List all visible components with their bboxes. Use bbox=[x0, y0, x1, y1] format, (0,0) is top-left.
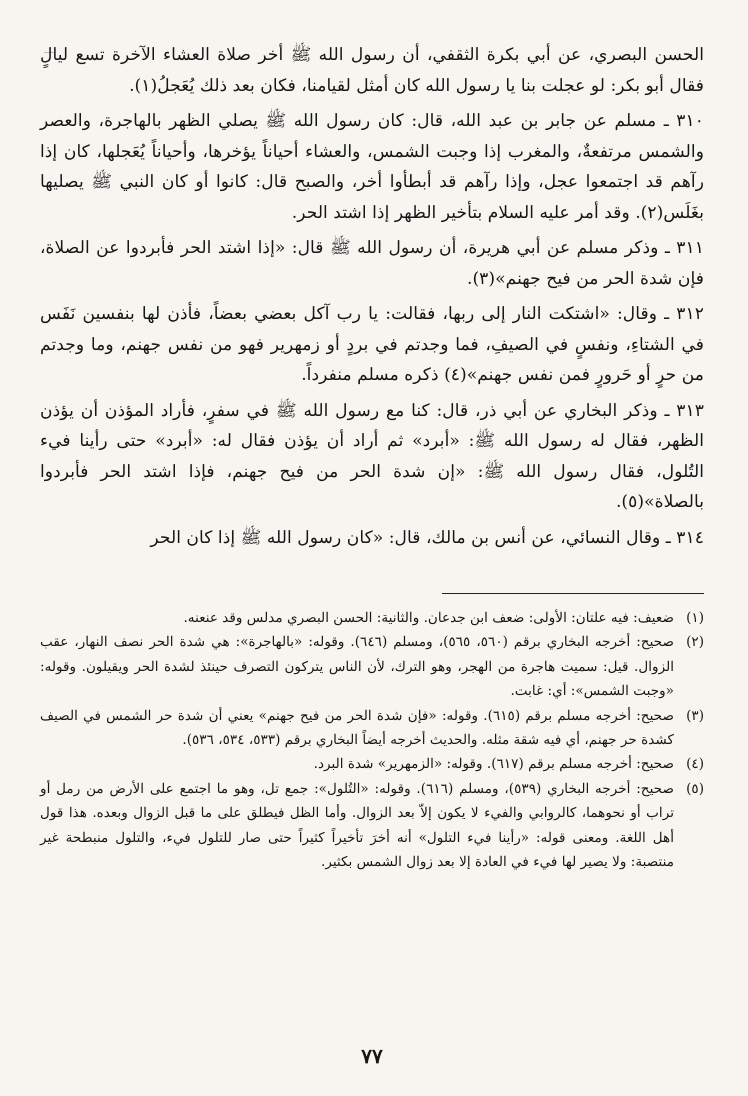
footnote-1 bbox=[40, 606, 704, 630]
footnote-number: (٢) bbox=[686, 634, 704, 651]
footnote-4 bbox=[40, 752, 704, 776]
paragraph-311: ٣١١ ـ وذكر مسلم عن أبي هريرة، أن رسول الله ﷺ قال: «إذا اشتد الحر فأبردوا عن الصلاة، فإن شدة الحر من فيح جهنم»(٣). bbox=[40, 238, 704, 289]
footnote-text: ضعيف: فيه علتان: الأولى: ضعف ابن جدعان. والثانية: الحسن البصري مدلس وقد عنعنه. bbox=[183, 610, 674, 626]
footnote-3 bbox=[40, 704, 704, 753]
footnote-text: صحيح: أخرجه مسلم برقم (٦١٥). وقوله: «فإن شدة الحر من فيح جهنم» يعني أن شدة حر الشمس في الصيف كشدة حر جهنم، أي فيه شقة مثله. والحديث أخرجه أيضاً البخاري برقم (٥٣٣، ٥٣٤، ٥٣٦). bbox=[40, 707, 674, 749]
footnote-text: صحيح: أخرجه مسلم برقم (٦١٧). وقوله: «الزمهرير» شدة البرد. bbox=[313, 756, 674, 773]
footnote-number: (٤) bbox=[686, 756, 704, 773]
footnote-text: صحيح: أخرجه البخاري (٥٣٩)، ومسلم (٦١٦). وقوله: «التُلول»: جمع تل، وهو ما اجتمع على الأرض من رمل أو تراب أو نحوهما، كالروابي والفيء لا يكون إلاّ بعد الزوال. وأما الظل فيطلق على ما قبل الزوال وبعده. هذا قول أهل اللغة. ومعنى قوله: «رأينا فيء التلول» أنه أخرَ تأخيراً كثيراً حتى صار للتلول فيء، والتلول منبطحة غير منتصبة: ولا يصير لها فيء في العادة إلا بعد زوال الشمس بكثير. bbox=[40, 780, 674, 871]
book-page bbox=[40, 40, 704, 1070]
paragraph-312: ٣١٢ ـ وقال: «اشتكت النار إلى ربها، فقالت: يا رب آكل بعضي بعضاً، فأذن لها بنفسين نَفَس في الشتاءِ، ونفسٍ في الصيفِ، فما وجدتم في بردٍ أو زمهرير فهو من نفس جهنم، وما وجدتم من حرٍ أو حَرورٍ فمن نفس جهنم»(٤) ذكره مسلم منفرداً. bbox=[40, 304, 704, 385]
paragraph-310: ٣١٠ ـ مسلم عن جابر بن عبد الله، قال: كان رسول الله ﷺ يصلي الظهر بالهاجرة، والعصر والشمس مرتفعةٌ، والمغرب إذا وجبت الشمس، والعشاء أحياناً يؤخرها، وأحياناً يُعَجلها، كان إذا رآهم قد اجتمعوا عجل، وإذا رآهم قد أبطأوا أخر، والصبح قال: كانوا أو كان النبي ﷺ يصليها بغَلَس(٢). وقد أمر عليه السلام بتأخير الظهر إذا اشتد الحر. bbox=[40, 111, 704, 223]
paragraph-continuation: الحسن البصري، عن أبي بكرة الثقفي، أن رسول الله ﷺ أخر صلاة العشاء الآخرة تسع ليالٍ فقال أبو بكر: لو عجلت بنا يا رسول الله كان أمثل لقيامنا، فكان بعد ذلك يُعَجلُ(١). bbox=[40, 45, 704, 96]
footnotes bbox=[40, 606, 704, 874]
paragraph-313: ٣١٣ ـ وذكر البخاري عن أبي ذر، قال: كنا مع رسول الله ﷺ في سفرٍ، فأراد المؤذن أن يؤذن الظهر، فقال له رسول الله ﷺ: «أبرد» ثم أراد أن يؤذن فقال له: «أبرد» حتى رأينا فيء التُلول، فقال رسول الله ﷺ: «إن شدة الحر من فيح جهنم، فإذا اشتد الحر فأبردوا بالصلاة»(٥). bbox=[40, 400, 704, 512]
footnote-number: (١) bbox=[686, 610, 704, 626]
footnote-separator bbox=[442, 593, 704, 594]
footnote-5 bbox=[40, 777, 704, 875]
footnote-number: (٣) bbox=[686, 707, 704, 724]
footnote-2 bbox=[40, 630, 704, 703]
page-number: ٧٧ bbox=[361, 1044, 383, 1068]
main-text bbox=[40, 40, 704, 553]
paragraph-314: ٣١٤ ـ وقال النسائي، عن أنس بن مالك، قال: «كان رسول الله ﷺ إذا كان الحر bbox=[150, 527, 704, 548]
footnote-text: صحيح: أخرجه البخاري برقم (٥٦٠، ٥٦٥)، ومسلم (٦٤٦). وقوله: «بالهاجرة»: هي شدة الحر نصف النهار، عقب الزوال. قيل: سميت هاجرة من الهجر، وهو الترك، لأن الناس يتركون التصرف حينئذ لشدة الحر ويقيلون. وقوله: «وجبت الشمس»: أي: غابت. bbox=[40, 634, 674, 700]
footnote-number: (٥) bbox=[686, 780, 704, 797]
